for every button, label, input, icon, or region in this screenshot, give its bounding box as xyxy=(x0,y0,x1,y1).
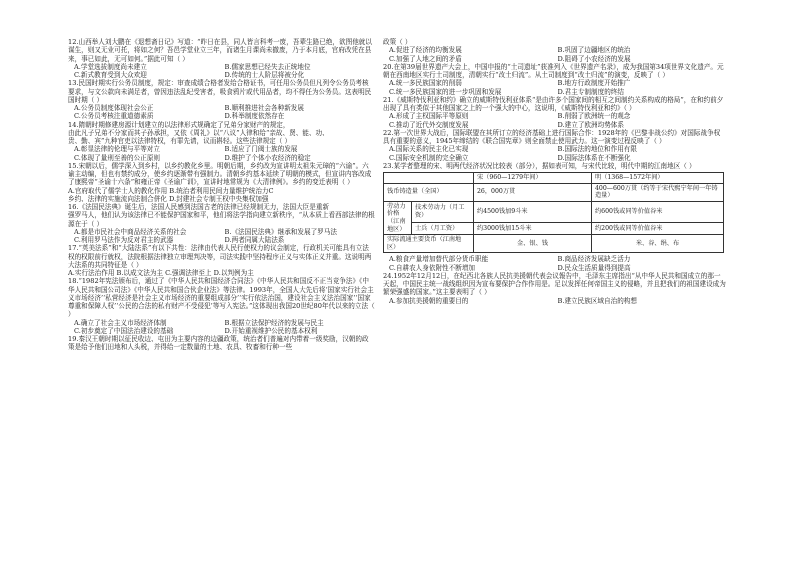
answer-option: D.国际法体系在不断强化 xyxy=(557,153,631,162)
answer-option: A.粮食产量增加替代部分货币职能 xyxy=(389,255,489,264)
answer-option: C.公务员考核注重道德素质 xyxy=(74,112,154,121)
answer-options xyxy=(383,121,726,129)
answer-option: C.利用罗马法作为反对君主的武器 xyxy=(74,236,174,244)
answer-options xyxy=(383,112,726,120)
table-row xyxy=(384,201,724,222)
answer-option: C.国际安全机制的完全确立 xyxy=(389,153,469,162)
question-text: 政策（ ） xyxy=(383,38,412,46)
question-text: A.实行法治作用 B.以成文法为主 C.强调法律至上 D.以判例为主 xyxy=(68,269,254,277)
question-text: A.官府取代了儒学士人的教化作用 B.统治者利用民间力量维护统治力C xyxy=(68,186,274,195)
question-text: 19.秦汉王朝时期以征民收边、屯田为主要内容的边疆政策，统治者们普遍对内带着一级奖励，汉朝的政策是给予他们田地和人头税，并得给一定数量的土地、农具、牧畜和行种一些 xyxy=(68,335,369,352)
answer-options xyxy=(68,104,375,112)
answer-option: B.建立民族区域自治的构想 xyxy=(557,296,637,305)
answer-option: B.顺利推进社会各种新发展 xyxy=(224,104,304,112)
answer-option: D.科举制度依然存在 xyxy=(224,112,285,121)
table-header-cell: 宋（960—1279年间） xyxy=(474,173,592,184)
table-cell: 约600钱或同等价值谷米 xyxy=(592,201,724,222)
right-column-questions-bottom xyxy=(383,255,726,305)
answer-option: D.开始重视维护公民的基本权利 xyxy=(224,326,318,335)
answer-options xyxy=(383,88,726,96)
answer-options xyxy=(383,297,726,305)
answer-option: D.建立了欧洲均势体系 xyxy=(557,120,624,129)
question-text: 17.“英美法系”和“大陆法系”有以下共性：法律由代表人民行使权力的议会制定，行政机关可能具有立法权的权限前行就权，法院根据法律独立审理判决等，司法实践中坚持程序正义与实体正义并重。这说明两大法系的共同特征是（ ） xyxy=(68,244,372,269)
answer-option: C.新式教育受到大众欢迎 xyxy=(74,71,147,79)
question-text: 22.第一次世界大战后，国际联盟在其所订立的经济基础上进行国际合作：1928年的《巴黎非战公约》对国际战争权具有重要的意义，1945年缔结的《联合国宪章》则全面禁止使用武力。这一演变过程反映了（ ） xyxy=(383,128,721,145)
answer-options xyxy=(383,79,726,87)
answer-option: A.国际关系的民主化已实现 xyxy=(389,145,469,154)
answer-options xyxy=(68,63,375,71)
answer-option: A.促进了经济的均衡发展 xyxy=(389,46,462,55)
question-text: 24.1952年12月12日，在纪西北各族人民抗美援朝代表会议報告中，毛泽东主席指出“从中华人民共和国成立的那一天起，中国民主统一战线组织因为宣布要保护合作作用是。足以发挥任何帝国主义的侵略，并且把我们的祖国建设成为繁荣强盛的国家。”这主要表明了（ ） xyxy=(383,271,726,297)
answer-options xyxy=(68,154,375,162)
answer-option: B.根据立法保护经济的发展与民主 xyxy=(224,318,324,327)
question-text: 20.在第39届世界遗产大会上，中国申报的“土司遗址”获准列入《世界遗产名录》，成为我国第34项世界文化遗产。元朝在西南地区实行土司制度，清朝实行“改土归流”。从土司制度到“改土归流”的演变，反映了（ ） xyxy=(383,62,724,79)
answer-option: B.巩固了边疆地区的统治 xyxy=(557,46,631,55)
table-header-cell xyxy=(384,173,474,184)
answer-option: C.体现了量刑至善的公正原则 xyxy=(74,153,161,162)
question-text: 16.《法国民法典》诞生后，法国人民感到法国古老的法律已经规制无力，法国大臣是重新 xyxy=(68,203,330,211)
answer-option: D.传统的士人阶层将被分化 xyxy=(224,71,305,79)
answer-options xyxy=(68,319,375,327)
table-cell: 米、谷、绢、布 xyxy=(592,235,724,253)
table-cell: 约3000钱加15斗米 xyxy=(474,222,592,234)
answer-options xyxy=(383,264,726,272)
table-header-cell: 明（1368—1572年间） xyxy=(592,173,724,184)
answer-option: A.形成了主权国际平等原则 xyxy=(389,112,469,121)
table-row xyxy=(384,222,724,234)
comparison-table xyxy=(383,172,724,253)
table-cell: 士兵（月工资） xyxy=(412,222,474,234)
question-text: 23.某学者整理的宋、明两代经济状况比较表（部分），据如表可知，与宋代比较，明代中期的江南地区（ ） xyxy=(383,161,696,170)
question-text: 由此凡子兄弟不分家而其子孙承担，又依《周礼》以“八议”人律和给“亲故、贤、能、功、 xyxy=(68,128,329,137)
table-cell: 约4500钱加9斗米 xyxy=(474,201,592,222)
right-column-questions xyxy=(383,38,726,170)
table-cell: 约200钱或同等价值谷米 xyxy=(592,222,724,234)
answer-option: A.确立了社会主义市场经济体制 xyxy=(74,318,167,327)
answer-option: D.阻碍了小农经济的发展 xyxy=(557,54,631,63)
question-text: 12.山西举人刘大鹏在《退想斋日记》写道：“昨日在县，同人皆言科考一废，吾辈生路已绝，欲图他就以谋生，则又无业可托，将如之何？吾邑学堂业立三年，而诸生月课尚未撤废，乃于本月底，官府改凭在县来，事已如此，无可如何。”据此可知（ ） xyxy=(68,38,372,63)
answer-options xyxy=(383,145,726,153)
answer-options xyxy=(68,327,375,335)
answer-option: D.民众生活质量得到提高 xyxy=(557,263,631,272)
table-row xyxy=(384,235,724,253)
table-cell: 26，000万贯 xyxy=(474,183,592,201)
answer-options xyxy=(383,255,726,263)
answer-option: B.地方行政制度开始推广 xyxy=(557,79,631,88)
answer-option: C.初步奠定了中国法治建设的基础 xyxy=(74,326,174,335)
answer-options xyxy=(68,71,375,79)
answer-option: B.国际法的地位和作用有限 xyxy=(557,145,637,154)
answer-option: A.参加抗美援朝的重要目的 xyxy=(389,296,469,305)
question-text: 乡约、法律的实施流向法制合併化 D.封建社会专制王权中央集权加强 xyxy=(68,194,269,203)
answer-option: C.加强了人地之间的矛盾 xyxy=(389,54,462,63)
answer-option: A.都是市民社会中商品经济关系的社会 xyxy=(74,227,187,236)
table-header-row xyxy=(384,173,724,184)
answer-option: D.君主专制制度的终结 xyxy=(557,87,624,96)
table-cell: 技术劳动力（月工资） xyxy=(412,201,474,222)
question-text: 21.《威斯特伐利亚和约》确立的威斯特伐利亚体系“是由许多个国家间的相互之间制约关系构成的格局”，在和约前夕出现了具有类似于其他国家之上的一个强大的中心，这说明，《威斯特伐利亚和约》（ ） xyxy=(383,95,724,112)
answer-option: B.削弱了欧洲统一的观念 xyxy=(557,112,631,121)
answer-option: D.两者同属大陆法系 xyxy=(224,236,285,244)
question-text: 强罗马人，他们认为该法律已不能保护国家和平，他们将法学指向建立新秩序，“从本质上看西部法律的根源在于（ ） xyxy=(68,211,375,228)
question-text: 14.隋朝时期修建房源计划建立的以法律形式规确定了兄弟分家财产的规定， xyxy=(68,120,290,129)
answer-options xyxy=(68,145,375,153)
left-column xyxy=(68,38,375,352)
answer-option: C.推动了近代外交制度发展 xyxy=(389,120,469,129)
question-text: 18.“1982年宪法颁布后，通过了《中华人民共和国经济合同法》《中华人民共和国反不正当竞争法》《中华人民共和国公司法》《中华人民共和国合伙企业法》等法律。1993年，全国人大先后将‘国家实行社会主义市场经济’‘私营经济是社会主义市场经济的重要组成部分’‘实行依法治国，建设社会主义法治国家’‘国家尊重和保障人权’‘公民的合法的私有财产不受侵犯’等写入宪法。”这体现出我国20世纪80年代以来的立法（ ） xyxy=(68,277,375,319)
table-row xyxy=(384,183,724,201)
answer-options xyxy=(68,236,375,244)
answer-options xyxy=(383,46,726,54)
table-cell: 400—600万贯（约等于宋代熙宁年间一年铸造量） xyxy=(592,183,724,201)
answer-option: A.统一多民族国家的削弱 xyxy=(389,79,462,88)
right-column xyxy=(383,38,726,305)
answer-options xyxy=(68,112,375,120)
answer-option: B.《法国民法典》继承和发展了罗马法 xyxy=(224,227,337,236)
answer-options xyxy=(383,55,726,63)
answer-option: B.适应了门阀士族的发展 xyxy=(224,145,298,154)
question-text: 13.民国时期实行公务员制度，规定：审查成绩合格者发给合格证书，可任用公务员但凡列令公务员考核要求，与文公款向未满足者，曾因违法乱纪受害者，吸食鸦片或代用品者，均不得任为公务员。这表明民国时期（ ） xyxy=(68,79,372,104)
table-cell: 实际流通主要货币（江南地区） xyxy=(384,235,474,253)
answer-options xyxy=(383,154,726,162)
table-cell: 钱币铸造量（全国） xyxy=(384,183,474,201)
answer-option: B.儒家思想已经失去正统地位 xyxy=(224,62,311,71)
answer-option: D.维护了个体小农经济的稳定 xyxy=(224,153,311,162)
answer-option: A.学堂选拔制度尚未建立 xyxy=(74,62,147,71)
question-text: 15.宋朝以后，儒学深入到乡村，以乡约教化乡里。明朝后期，乡约改为宣讲明太祖朱元璋的“六谕”。六谕主动编，但也有禁约成分，使乡约逐渐带有强制力。清朝乡约基本延续了明朝的模式，但宣讲内容改成了康熙帝“圣谕十六条”和雍正帝《圣谕广训》，宣讲时地常规为《大清律例》。乡约的变迁表明（ ） xyxy=(68,161,372,187)
answer-option: A.公务员制度体现社会公正 xyxy=(74,104,154,112)
answer-option: A.彰显法律的伦理与平等对立 xyxy=(74,145,160,154)
answer-options xyxy=(68,228,375,236)
answer-option: C.统一多民族国家的进一步巩固和发展 xyxy=(389,87,502,96)
table-cell: 金、银、钱 xyxy=(474,235,592,253)
answer-option: B.商品经济发展缺乏活力 xyxy=(557,255,631,264)
answer-option: C.自耕农人身依附性不断增加 xyxy=(389,263,476,272)
table-group-cell: 劳动力价格（江南地区） xyxy=(384,201,412,234)
question-text: 贵、勤、宾”九种官吏以法律特权，有罪先请，议而斟轻。这些法律规定（ ） xyxy=(68,137,292,145)
